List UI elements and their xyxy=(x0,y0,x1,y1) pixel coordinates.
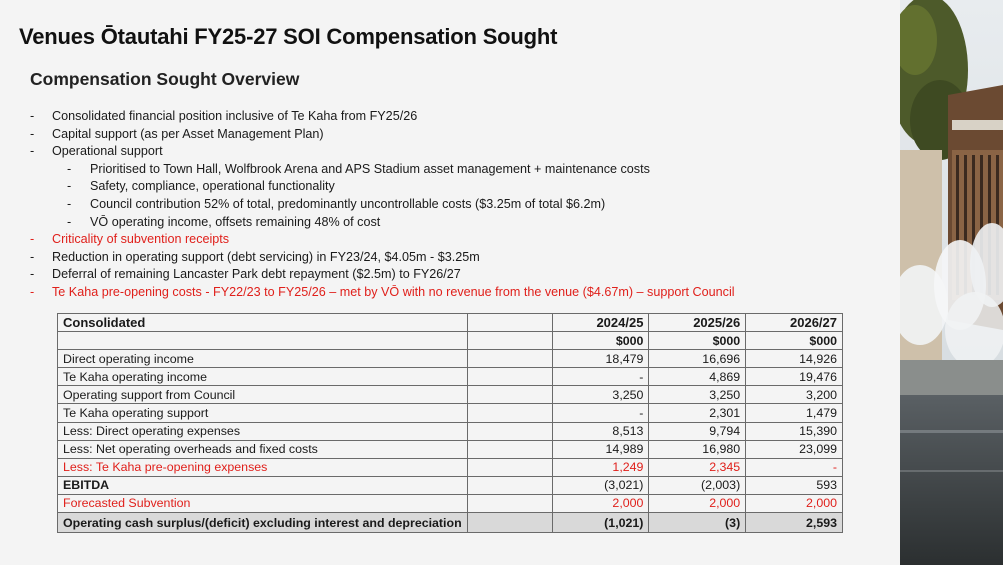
bullet-item xyxy=(30,143,890,161)
bullet-item xyxy=(30,231,890,249)
table-cell: Consolidated xyxy=(58,314,468,332)
bullet-dash: - xyxy=(30,267,35,282)
table-cell: 4,869 xyxy=(649,368,746,386)
table-cell xyxy=(467,368,552,386)
bullet-dash: - xyxy=(30,109,35,123)
bullet-text: Safety, compliance, operational functionality xyxy=(90,179,335,194)
table-row xyxy=(58,458,843,476)
bullet-item xyxy=(30,108,890,126)
table-cell: $000 xyxy=(552,332,649,350)
table-cell xyxy=(58,332,468,350)
table-row xyxy=(58,350,843,368)
table-cell: 9,794 xyxy=(649,422,746,440)
table-cell: 18,479 xyxy=(552,350,649,368)
bullet-dash: - xyxy=(67,161,72,176)
table-cell xyxy=(467,494,552,512)
table-cell xyxy=(467,458,552,476)
bullet-dash: - xyxy=(30,232,35,247)
bullet-list xyxy=(30,108,890,302)
venue-photo-image xyxy=(900,0,1003,565)
table-cell: Less: Direct operating expenses xyxy=(58,422,468,440)
table-cell: (3,021) xyxy=(552,476,649,494)
table-cell: EBITDA xyxy=(58,476,468,494)
bullet-dash: - xyxy=(30,249,35,264)
bullet-dash: - xyxy=(67,196,72,211)
table-cell: 2026/27 xyxy=(746,314,843,332)
table-cell: 2024/25 xyxy=(552,314,649,332)
table-cell: 2,000 xyxy=(552,494,649,512)
table-row xyxy=(58,368,843,386)
bullet-item xyxy=(30,249,890,267)
bullet-text: Council contribution 52% of total, predominantly uncontrollable costs ($3.25m of total $6.2m) xyxy=(90,196,606,211)
table-cell: Operating support from Council xyxy=(58,386,468,404)
table-cell: 8,513 xyxy=(552,422,649,440)
table-cell: $000 xyxy=(746,332,843,350)
table-cell: - xyxy=(552,404,649,422)
bullet-text: Te Kaha pre-opening costs - FY22/23 to FY25/26 – met by VŌ with no revenue from the venue ($4.67m) – support Council xyxy=(52,284,735,299)
table-cell: 3,250 xyxy=(552,386,649,404)
venue-photo xyxy=(900,0,1003,565)
bullet-text: VŌ operating income, offsets remaining 48% of cost xyxy=(90,214,381,229)
table-cell: Less: Net operating overheads and fixed costs xyxy=(58,440,468,458)
table-cell: 2,000 xyxy=(746,494,843,512)
table-cell: $000 xyxy=(649,332,746,350)
table-cell: Te Kaha operating income xyxy=(58,368,468,386)
table-row xyxy=(58,422,843,440)
table-row xyxy=(58,386,843,404)
table-cell: 1,249 xyxy=(552,458,649,476)
table-cell: 14,989 xyxy=(552,440,649,458)
table-cell xyxy=(467,386,552,404)
table-cell: 2,593 xyxy=(746,513,843,533)
table-cell xyxy=(467,476,552,494)
bullet-text: Capital support (as per Asset Management Plan) xyxy=(52,126,324,141)
table-cell: (3) xyxy=(649,513,746,533)
table-cell xyxy=(467,422,552,440)
bullet-dash: - xyxy=(30,126,35,141)
table-cell xyxy=(467,404,552,422)
table-row xyxy=(58,513,843,533)
section-subtitle: Compensation Sought Overview xyxy=(30,69,300,89)
bullet-text: Reduction in operating support (debt servicing) in FY23/24, $4.05m - $3.25m xyxy=(52,249,480,264)
bullet-dash: - xyxy=(67,179,72,194)
table-cell: 3,250 xyxy=(649,386,746,404)
table-cell: Te Kaha operating support xyxy=(58,404,468,422)
slide-title: Venues Ōtautahi FY25-27 SOI Compensation Sought xyxy=(19,24,558,49)
table-cell: - xyxy=(552,368,649,386)
sub-bullet-item xyxy=(30,161,890,179)
table-cell: 14,926 xyxy=(746,350,843,368)
table-cell: (1,021) xyxy=(552,513,649,533)
table-row xyxy=(58,440,843,458)
bullet-dash: - xyxy=(67,214,72,229)
bullet-dash: - xyxy=(30,284,35,299)
table-cell: (2,003) xyxy=(649,476,746,494)
table-cell xyxy=(467,332,552,350)
bullet-text: Consolidated financial position inclusive of Te Kaha from FY25/26 xyxy=(52,109,418,123)
table-cell: 16,696 xyxy=(649,350,746,368)
bullet-text: Prioritised to Town Hall, Wolfbrook Arena and APS Stadium asset management + maintenance costs xyxy=(90,161,650,176)
table-row xyxy=(58,476,843,494)
sub-bullet-item xyxy=(30,178,890,196)
table-cell: 2,301 xyxy=(649,404,746,422)
table-cell xyxy=(467,513,552,533)
table-cell: Forecasted Subvention xyxy=(58,494,468,512)
table-cell: 2,345 xyxy=(649,458,746,476)
sub-bullet-item xyxy=(30,196,890,214)
table-cell xyxy=(467,350,552,368)
financial-table xyxy=(57,313,843,533)
table-cell: 2025/26 xyxy=(649,314,746,332)
bullet-item xyxy=(30,266,890,284)
table-cell xyxy=(467,440,552,458)
table-units-row xyxy=(58,332,843,350)
bullet-item xyxy=(30,284,890,302)
table-row xyxy=(58,494,843,512)
table-cell: 2,000 xyxy=(649,494,746,512)
bullet-text: Deferral of remaining Lancaster Park debt repayment ($2.5m) to FY26/27 xyxy=(52,267,461,282)
table-cell: 593 xyxy=(746,476,843,494)
bullet-text: Criticality of subvention receipts xyxy=(52,232,230,247)
table-cell: 19,476 xyxy=(746,368,843,386)
table-cell: 1,479 xyxy=(746,404,843,422)
table-header-row xyxy=(58,314,843,332)
table-cell: 23,099 xyxy=(746,440,843,458)
table-cell: 15,390 xyxy=(746,422,843,440)
bullet-dash: - xyxy=(30,144,35,159)
bullet-item xyxy=(30,126,890,144)
bullet-text: Operational support xyxy=(52,144,163,159)
table-cell: - xyxy=(746,458,843,476)
table-cell: Direct operating income xyxy=(58,350,468,368)
table-cell: 16,980 xyxy=(649,440,746,458)
table-cell: Operating cash surplus/(deficit) excluding interest and depreciation xyxy=(58,513,468,533)
table-cell xyxy=(467,314,552,332)
table-row xyxy=(58,404,843,422)
table-cell: 3,200 xyxy=(746,386,843,404)
sub-bullet-item xyxy=(30,214,890,232)
table-cell: Less: Te Kaha pre-opening expenses xyxy=(58,458,468,476)
